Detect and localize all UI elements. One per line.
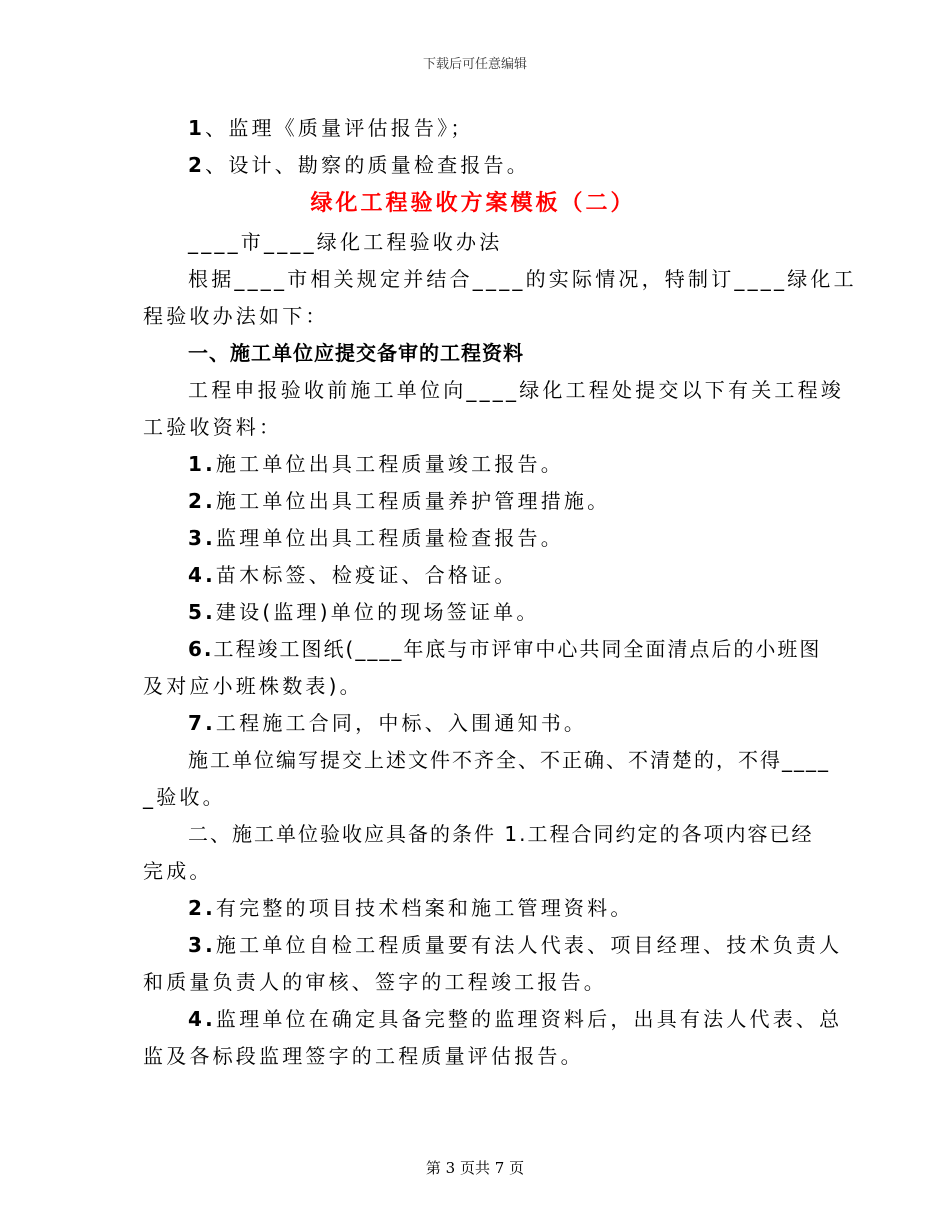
list-item: [143, 557, 803, 594]
item-number: 6.: [188, 637, 214, 661]
list-item: [143, 446, 803, 483]
item-number: 4.: [188, 1007, 216, 1031]
item-number: 4.: [188, 563, 216, 587]
section-2-line-2: 完成。: [143, 859, 213, 883]
list-item-6-line-1: [143, 631, 822, 668]
list-item: [143, 483, 803, 520]
document-body: [143, 110, 857, 1075]
item-number: 7.: [188, 711, 216, 735]
item-text: 施工单位出具工程质量竣工报告。: [215, 452, 564, 476]
intro-line-1: 根据____市相关规定并结合____的实际情况，特制订____绿化工: [188, 267, 857, 291]
subtitle: ____市____绿化工程验收办法: [188, 230, 503, 254]
intro-line-2: 程验收办法如下：: [143, 304, 329, 328]
list-item: [143, 594, 803, 631]
item-text: 、监理《质量评估报告》；: [205, 116, 474, 140]
item-number: 5.: [188, 600, 216, 624]
section-2-line-1: 二、施工单位验收应具备的条件 1.工程合同约定的各项内容已经: [188, 822, 814, 846]
item-text: 有完整的项目技术档案和施工管理资料。: [215, 896, 634, 920]
item-text: 监理单位在确定具备完整的监理资料后，出具有法人代表、总: [215, 1007, 843, 1031]
section-2-item-4-line-2: 监及各标段监理签字的工程质量评估报告。: [143, 1044, 584, 1068]
prev-item-1: [143, 110, 803, 147]
section-1-intro-line-1: 工程申报验收前施工单位向____绿化工程处提交以下有关工程竣: [188, 378, 844, 402]
item-number: 2.: [188, 489, 216, 513]
item-text: 建设(监理)单位的现场签证单。: [215, 600, 540, 624]
section-1-intro-line-2: 工验收资料：: [143, 415, 283, 439]
section-2-item-4-line-1: [143, 1001, 843, 1038]
item-number: 2: [188, 153, 206, 177]
list-item-7: [143, 705, 803, 742]
item-text: 、设计、勘察的质量检查报告。: [205, 153, 530, 177]
section-1-note-line-2: _验收。: [143, 785, 226, 809]
section-2-item-3-line-1: [143, 927, 843, 964]
section-1-note-line-1: 施工单位编写提交上述文件不齐全、不正确、不清楚的，不得____: [188, 748, 830, 772]
item-text: 监理单位出具工程质量检查报告。: [215, 526, 564, 550]
prev-item-2: [143, 147, 803, 184]
document-title: 绿化工程验收方案模板（二）: [310, 191, 636, 216]
item-text: 施工单位出具工程质量养护管理措施。: [215, 489, 611, 513]
section-1-heading: 一、施工单位应提交备审的工程资料: [188, 341, 524, 365]
item-number: 1.: [188, 452, 216, 476]
item-text: 工程施工合同，中标、入围通知书。: [215, 711, 588, 735]
list-item-6-line-2: 及对应小班株数表)。: [143, 674, 363, 698]
item-number: 3.: [188, 933, 216, 957]
header-note: 下载后可任意编辑: [422, 57, 527, 72]
item-text: 施工单位自检工程质量要有法人代表、项目经理、技术负责人: [215, 933, 843, 957]
item-number: 2.: [188, 896, 216, 920]
item-number: 3.: [188, 526, 216, 550]
section-2-item-2: [143, 890, 803, 927]
item-number: 1: [188, 116, 206, 140]
page-footer: 第 3 页共 7 页: [425, 1159, 525, 1177]
item-text: 工程竣工图纸(____年底与市评审中心共同全面清点后的小班图: [213, 637, 822, 661]
list-item: [143, 520, 803, 557]
item-text: 苗木标签、检疫证、合格证。: [215, 563, 518, 587]
section-2-item-3-line-2: 和质量负责人的审核、签字的工程竣工报告。: [143, 970, 607, 994]
